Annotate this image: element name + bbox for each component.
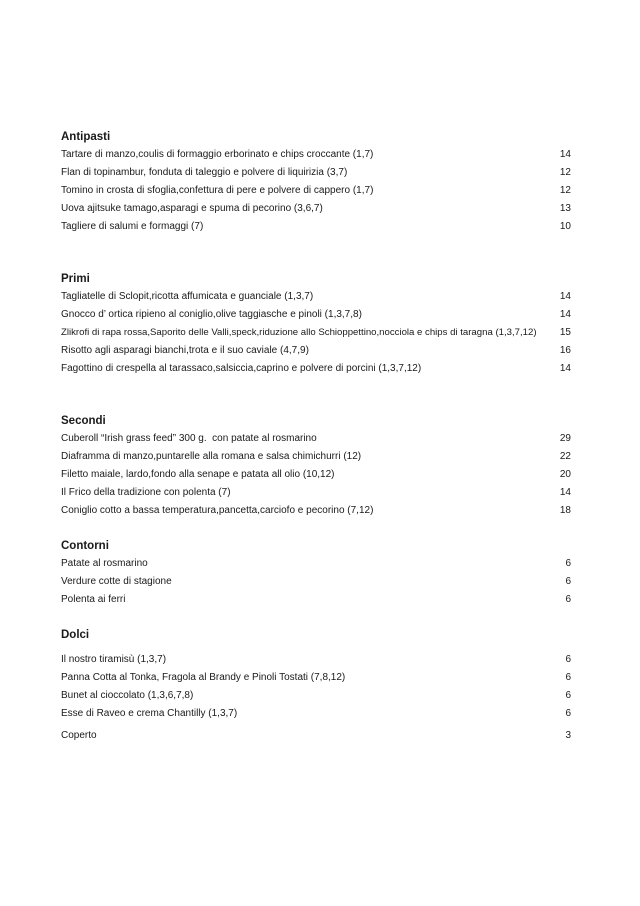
item-price: 10 bbox=[559, 221, 571, 232]
coperto-line bbox=[61, 727, 571, 745]
section-title: Secondi bbox=[61, 415, 106, 427]
item-price: 20 bbox=[559, 469, 571, 480]
menu-item bbox=[61, 360, 571, 378]
item-name: Gnocco d’ ortica ripieno al coniglio,olive taggiasche e pinoli (1,3,7,8) bbox=[61, 309, 362, 320]
menu-item bbox=[61, 573, 571, 591]
item-price: 22 bbox=[559, 451, 571, 462]
item-price: 14 bbox=[559, 363, 571, 374]
item-name: Verdure cotte di stagione bbox=[61, 576, 172, 587]
section-contorni bbox=[61, 538, 571, 609]
menu-item bbox=[61, 555, 571, 573]
item-name: Cuberoll “Irish grass feed” 300 g. con patate al rosmarino bbox=[61, 433, 317, 444]
menu-item bbox=[61, 466, 571, 484]
section-title: Primi bbox=[61, 273, 90, 285]
section-dolci bbox=[61, 627, 571, 723]
item-name: Zlikrofi di rapa rossa,Saporito delle Valli,speck,riduzione allo Schioppettino,nocciola e chips di taragna (1,3,7,12) bbox=[61, 327, 537, 338]
item-price: 14 bbox=[559, 309, 571, 320]
item-price: 12 bbox=[559, 185, 571, 196]
item-price: 6 bbox=[565, 672, 571, 683]
item-price: 29 bbox=[559, 433, 571, 444]
item-name: Il Frico della tradizione con polenta (7) bbox=[61, 487, 231, 498]
item-price: 6 bbox=[565, 558, 571, 569]
section-title: Antipasti bbox=[61, 131, 111, 143]
item-price: 15 bbox=[559, 327, 571, 338]
menu-item bbox=[61, 146, 571, 164]
menu-item bbox=[61, 669, 571, 687]
menu-item bbox=[61, 182, 571, 200]
section-primi bbox=[61, 271, 571, 378]
item-name: Tagliatelle di Sclopit,ricotta affumicata e guanciale (1,3,7) bbox=[61, 291, 314, 302]
menu-item bbox=[61, 164, 571, 182]
item-name: Filetto maiale, lardo,fondo alla senape e patata all olio (10,12) bbox=[61, 469, 335, 480]
item-name: Il nostro tiramisù (1,3,7) bbox=[61, 654, 167, 665]
menu-item bbox=[61, 306, 571, 324]
item-name: Tartare di manzo,coulis di formaggio erborinato e chips croccante (1,7) bbox=[61, 149, 374, 160]
item-price: 6 bbox=[565, 654, 571, 665]
menu-item bbox=[61, 502, 571, 520]
item-price: 14 bbox=[559, 487, 571, 498]
item-name: Panna Cotta al Tonka, Fragola al Brandy e Pinoli Tostati (7,8,12) bbox=[61, 672, 346, 683]
item-name: Fagottino di crespella al tarassaco,salsiccia,caprino e polvere di porcini (1,3,7,12) bbox=[61, 363, 422, 374]
item-price: 14 bbox=[559, 291, 571, 302]
menu-item bbox=[61, 687, 571, 705]
menu-item bbox=[61, 430, 571, 448]
item-name: Esse di Raveo e crema Chantilly (1,3,7) bbox=[61, 708, 238, 719]
coperto-label: Coperto bbox=[61, 730, 97, 741]
item-price: 6 bbox=[565, 708, 571, 719]
item-price: 6 bbox=[565, 690, 571, 701]
item-price: 13 bbox=[559, 203, 571, 214]
item-price: 6 bbox=[565, 576, 571, 587]
item-name: Tomino in crosta di sfoglia,confettura di pere e polvere di cappero (1,7) bbox=[61, 185, 374, 196]
section-title: Dolci bbox=[61, 629, 90, 641]
menu-item bbox=[61, 591, 571, 609]
menu-item bbox=[61, 200, 571, 218]
item-name: Flan di topinambur, fonduta di taleggio e polvere di liquirizia (3,7) bbox=[61, 167, 348, 178]
item-name: Tagliere di salumi e formaggi (7) bbox=[61, 221, 204, 232]
item-name: Risotto agli asparagi bianchi,trota e il suo caviale (4,7,9) bbox=[61, 345, 309, 356]
menu-item bbox=[61, 705, 571, 723]
item-name: Coniglio cotto a bassa temperatura,pancetta,carciofo e pecorino (7,12) bbox=[61, 505, 374, 516]
item-name: Diaframma di manzo,puntarelle alla romana e salsa chimichurri (12) bbox=[61, 451, 362, 462]
item-name: Uova ajitsuke tamago,asparagi e spuma di pecorino (3,6,7) bbox=[61, 203, 323, 214]
menu-item bbox=[61, 218, 571, 236]
coperto-price: 3 bbox=[565, 730, 571, 741]
item-price: 18 bbox=[559, 505, 571, 516]
item-price: 16 bbox=[559, 345, 571, 356]
section-title: Contorni bbox=[61, 540, 109, 552]
item-name: Patate al rosmarino bbox=[61, 558, 148, 569]
menu-item bbox=[61, 324, 571, 342]
item-price: 14 bbox=[559, 149, 571, 160]
item-price: 12 bbox=[559, 167, 571, 178]
item-name: Polenta ai ferri bbox=[61, 594, 126, 605]
menu-item bbox=[61, 448, 571, 466]
item-price: 6 bbox=[565, 594, 571, 605]
menu-item bbox=[61, 484, 571, 502]
item-name: Bunet al cioccolato (1,3,6,7,8) bbox=[61, 690, 194, 701]
section-secondi bbox=[61, 413, 571, 520]
section-antipasti bbox=[61, 129, 571, 236]
menu-item bbox=[61, 342, 571, 360]
menu-item bbox=[61, 288, 571, 306]
menu-item bbox=[61, 651, 571, 669]
